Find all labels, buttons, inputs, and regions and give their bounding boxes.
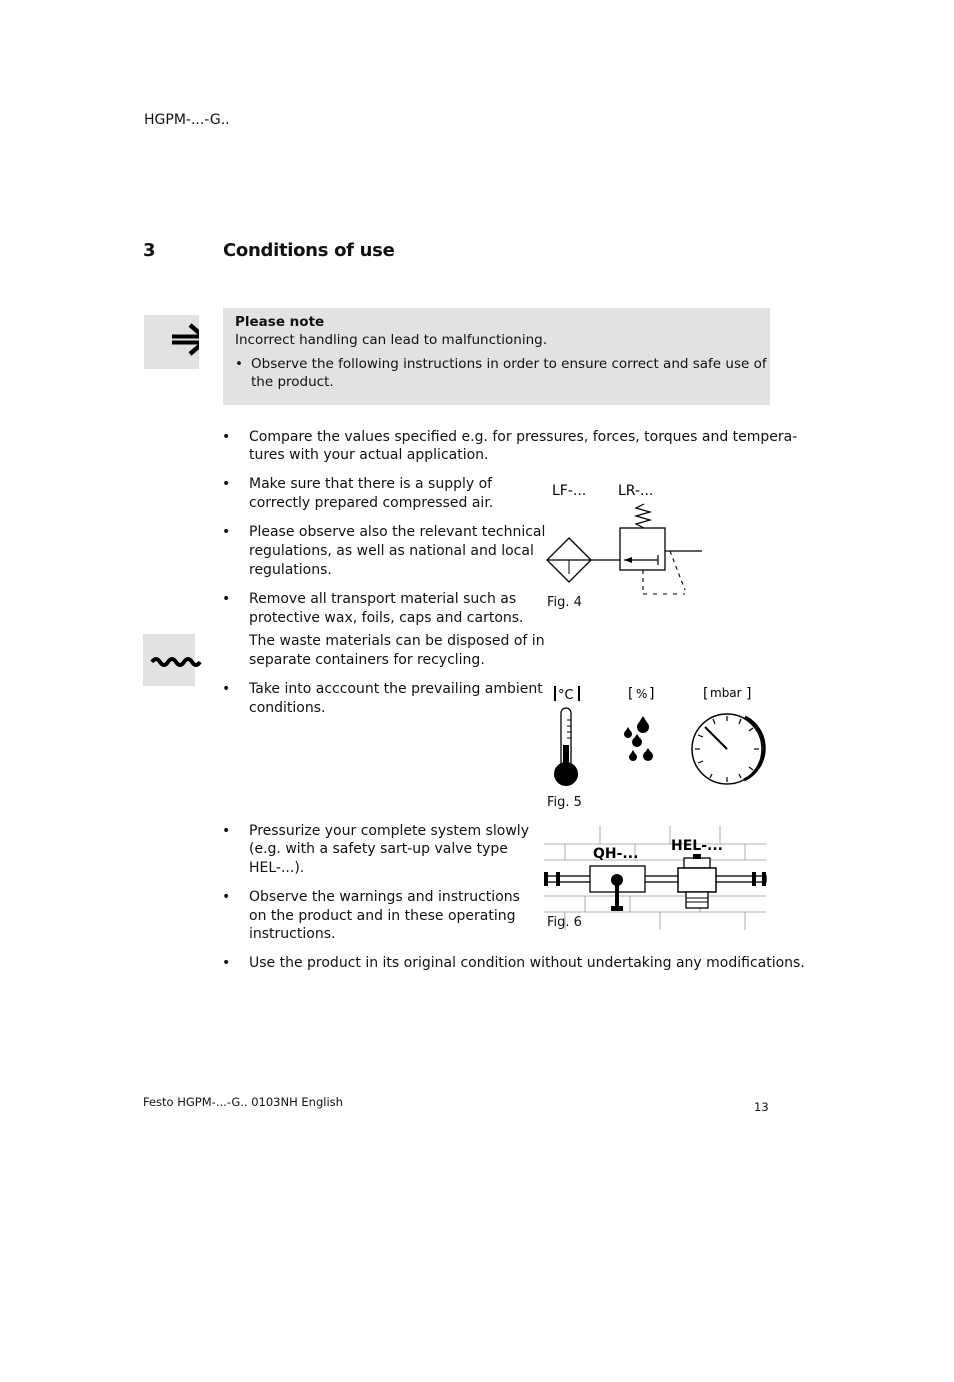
label-qh: QH-... xyxy=(593,846,639,862)
arrow-right-icon xyxy=(144,315,199,369)
note-bullet-mark: • xyxy=(235,356,243,372)
bullet-4-line-2: protective wax, foils, caps and cartons. xyxy=(249,610,524,626)
note-bullet-line2: the product. xyxy=(251,374,334,390)
bullet-8-line-1: Use the product in its original condition without undertaking any modifications. xyxy=(249,955,805,971)
bullet-mark: • xyxy=(222,429,231,445)
chapter-number: 3 xyxy=(143,240,156,261)
bullet-mark: • xyxy=(222,955,231,971)
unit-pressure: mbar xyxy=(710,686,742,700)
label-lr: LR-... xyxy=(618,483,654,499)
bullet-4-line-1: Remove all transport material such as xyxy=(249,591,517,607)
label-hel: HEL-... xyxy=(671,838,723,854)
bullet-mark: • xyxy=(222,524,231,540)
pipe xyxy=(546,876,766,882)
note-icon-box xyxy=(144,315,199,369)
wave-icon xyxy=(143,634,205,686)
bullet-6-line-1: Pressurize your complete system slowly xyxy=(249,823,529,839)
page-number: 13 xyxy=(754,1100,769,1114)
bullet-7-line-1: Observe the warnings and instructions xyxy=(249,889,520,905)
note-bullet-line1: Observe the following instructions in order to ensure correct and safe use of xyxy=(251,356,767,372)
unit-temperature: °C xyxy=(558,688,574,703)
bullet-mark: • xyxy=(222,823,231,839)
bullet-2-line-1: Make sure that there is a supply of xyxy=(249,476,493,492)
bullet-3-line-1: Please observe also the relevant technical xyxy=(249,524,546,540)
unit-humidity: % xyxy=(636,687,648,701)
bullet-mark: • xyxy=(222,591,231,607)
droplets-icon xyxy=(624,716,653,761)
bullet-1-line-1: Compare the values specified e.g. for pressures, forces, torques and tempera- xyxy=(249,429,798,445)
figure-4-diagram xyxy=(540,478,710,598)
bullet-4-line-4: separate containers for recycling. xyxy=(249,652,485,668)
qh-valve xyxy=(590,866,645,911)
note-box xyxy=(223,308,770,405)
bullet-6-line-3: HEL-...). xyxy=(249,860,305,876)
figure-4-caption: Fig. 4 xyxy=(547,595,582,610)
bullet-1-line-2: tures with your actual application. xyxy=(249,447,489,463)
footer-doc-info: Festo HGPM-...-G.. 0103NH English xyxy=(143,1095,343,1109)
bracket-right: ] xyxy=(649,686,655,702)
bullet-2-line-2: correctly prepared compressed air. xyxy=(249,495,494,511)
figure-6-caption: Fig. 6 xyxy=(547,915,582,930)
bullet-5-line-1: Take into acccount the prevailing ambient xyxy=(249,681,543,697)
note-text: Incorrect handling can lead to malfunctioning. xyxy=(235,332,548,348)
bullet-3-line-2: regulations, as well as national and local xyxy=(249,543,534,559)
bracket-left: [ xyxy=(703,686,709,702)
bullet-mark: • xyxy=(222,681,231,697)
label-lf: LF-... xyxy=(552,483,587,499)
running-header: HGPM-...-G.. xyxy=(144,112,230,128)
bullet-7-line-2: on the product and in these operating xyxy=(249,908,516,924)
bullet-5-line-2: conditions. xyxy=(249,700,326,716)
bullet-4-line-3: The waste materials can be disposed of in xyxy=(249,633,545,649)
bullet-3-line-3: regulations. xyxy=(249,562,332,578)
bullet-mark: • xyxy=(222,476,231,492)
bullet-7-line-3: instructions. xyxy=(249,926,336,942)
environment-icon-box xyxy=(143,634,195,686)
chapter-title: Conditions of use xyxy=(223,240,395,261)
bullet-mark: • xyxy=(222,889,231,905)
figure-5-diagram xyxy=(540,680,770,790)
bullet-6-line-2: (e.g. with a safety sart-up valve type xyxy=(249,841,508,857)
figure-5-caption: Fig. 5 xyxy=(547,795,582,810)
note-title: Please note xyxy=(235,314,325,330)
bracket-left: [ xyxy=(628,686,634,702)
pressure-gauge-icon xyxy=(692,714,764,784)
bracket-right: ] xyxy=(746,686,752,702)
hel-valve xyxy=(678,854,716,908)
